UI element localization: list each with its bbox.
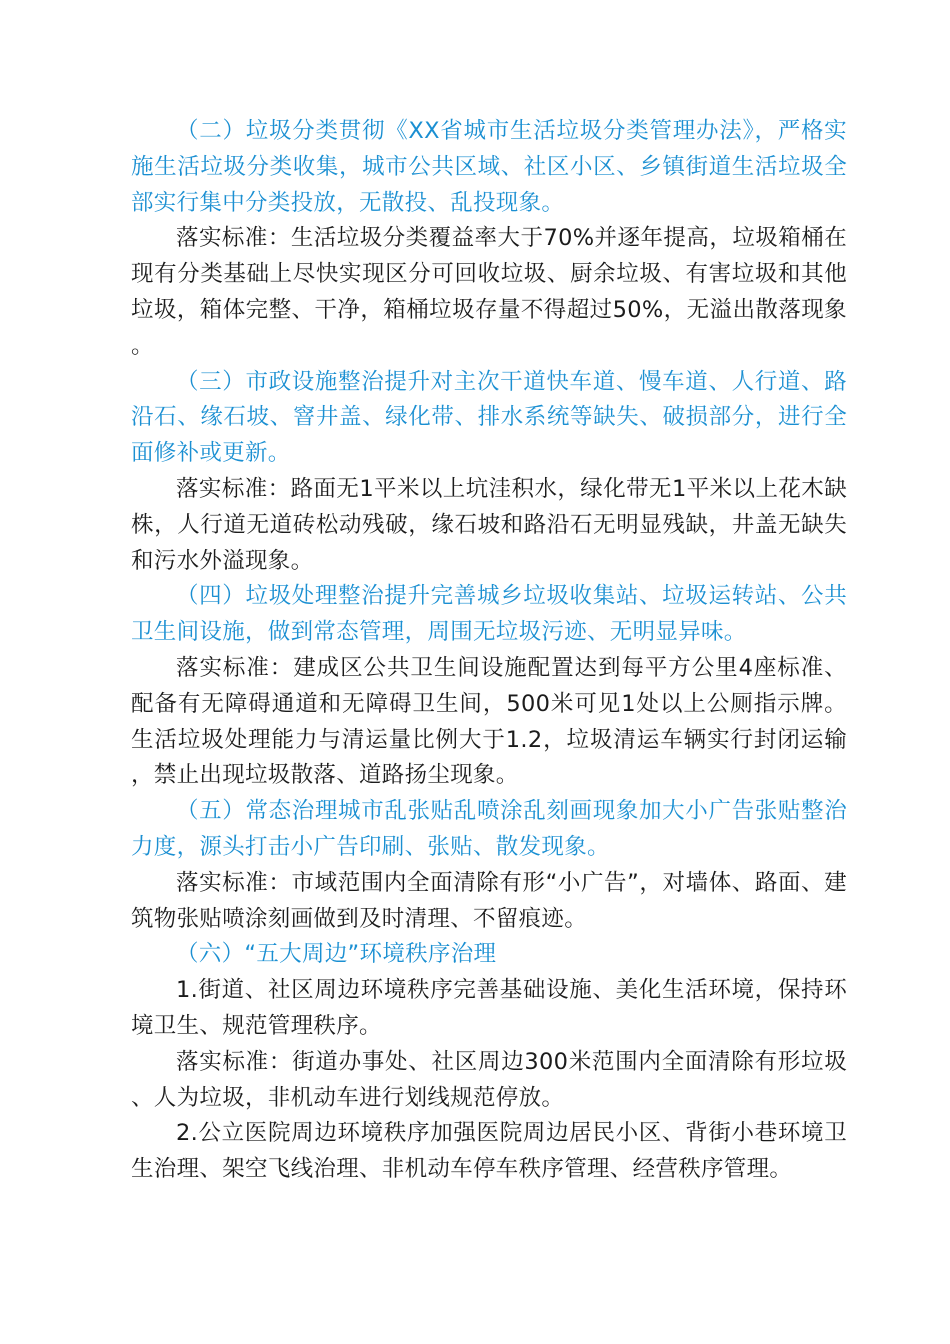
section-heading-3: （三）市政设施整治提升对主次干道快车道、慢车道、人行道、路沿石、缘石坡、窨井盖、绿化带、排水系统等缺失、破损部分，进行全面修补或更新。 (131, 368, 847, 467)
document-body (131, 114, 847, 1188)
standard-paragraph-6-1: 落实标准：街道办事处、社区周边300米范围内全面清除有形垃圾、人为垃圾，非机动车进行划线规范停放。 (131, 1048, 847, 1111)
section-heading-4: （四）垃圾处理整治提升完善城乡垃圾收集站、垃圾运转站、公共卫生间设施，做到常态管理，周围无垃圾污迹、无明显异味。 (131, 583, 847, 646)
item-paragraph-2: 2.公立医院周边环境秩序加强医院周边居民小区、背街小巷环境卫生治理、架空飞线治理、非机动车停车秩序管理、经营秩序管理。 (131, 1120, 847, 1183)
standard-paragraph-4: 落实标准：建成区公共卫生间设施配置达到每平方公里4座标准、配备有无障碍通道和无障碍卫生间，500米可见1处以上公厕指示牌。生活垃圾处理能力与清运量比例大于1.2，垃圾清运车辆实行封闭运输，禁止出现垃圾散落、道路扬尘现象。 (131, 654, 847, 789)
item-paragraph-1: 1.街道、社区周边环境秩序完善基础设施、美化生活环境，保持环境卫生、规范管理秩序。 (131, 977, 847, 1039)
standard-paragraph-5: 落实标准：市域范围内全面清除有形“小广告”，对墙体、路面、建筑物张贴喷涂刻画做到及时清理、不留痕迹。 (131, 869, 847, 932)
section-heading-2: （二）垃圾分类贯彻《XX省城市生活垃圾分类管理办法》，严格实施生活垃圾分类收集，城市公共区域、社区小区、乡镇街道生活垃圾全部实行集中分类投放，无散投、乱投现象。 (131, 118, 847, 216)
section-heading-6: （六）“五大周边”环境秩序治理 (176, 941, 497, 968)
section-heading-5: （五）常态治理城市乱张贴乱喷涂乱刻画现象加大小广告张贴整治力度，源头打击小广告印刷、张贴、散发现象。 (131, 798, 847, 860)
standard-paragraph-3: 落实标准：路面无1平米以上坑洼积水，绿化带无1平米以上花木缺株，人行道无道砖松动残破，缘石坡和路沿石无明显残缺，井盖无缺失和污水外溢现象。 (131, 475, 847, 574)
standard-paragraph-2: 落实标准：生活垃圾分类覆益率大于70%并逐年提高，垃圾箱桶在现有分类基础上尽快实现区分可回收垃圾、厨余垃圾、有害垃圾和其他垃圾，箱体完整、干净，箱桶垃圾存量不得超过50%，无溢出散落现象。 (131, 225, 847, 359)
